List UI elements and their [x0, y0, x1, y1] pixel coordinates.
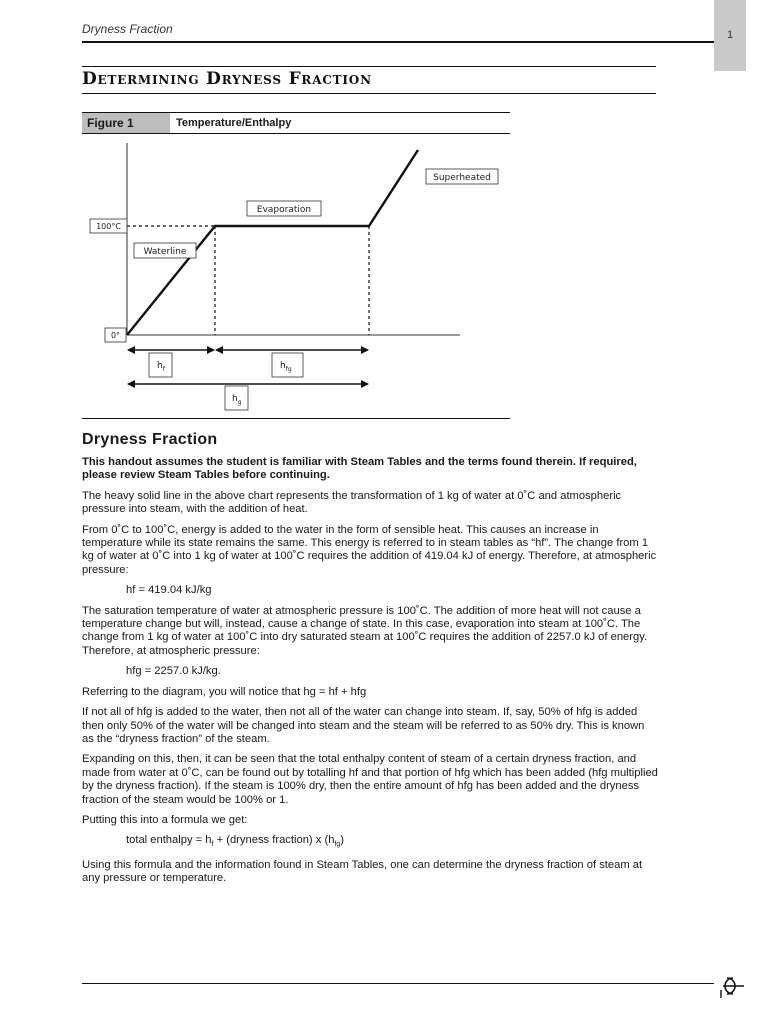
figure-bottom-rule	[82, 418, 510, 419]
waterline-label: Waterline	[143, 247, 187, 257]
paragraph: Referring to the diagram, you will notice that hg = hf + hfg	[82, 685, 367, 698]
paragraph: Using this formula and the information found in Steam Tables, one can determine the dryness fraction of steam at any pressure or temperature.	[82, 858, 643, 885]
footer-rule	[82, 983, 714, 984]
hg-label: $h_g$	[232, 394, 242, 406]
formula-hf: hf = 419.04 kJ/kg	[126, 584, 212, 597]
evaporation-label: Evaporation	[256, 205, 312, 215]
paragraph: The saturation temperature of water at atmospheric pressure is 100˚C. The addition of more heat will not cause a temperature change but will, instead, cause a change of state. In this case, evaporation into steam at 100˚C. The change from 1 kg of water at 100˚C into dry saturated steam at 100˚C requires the addition of 2257.0 kJ of energy. Therefore, at atmospheric pressure:	[82, 604, 648, 657]
publisher-logo-icon	[718, 974, 748, 1000]
intro-paragraph: This handout assumes the student is familiar with Steam Tables and the terms found therein. If required, please review Steam Tables before continuing.	[82, 456, 637, 482]
page-number-tab	[714, 0, 746, 71]
figure-label: Figure 1	[82, 113, 170, 133]
paragraph: Putting this into a formula we get:	[82, 813, 248, 826]
transformation-line	[127, 150, 418, 335]
temperature-enthalpy-diagram	[82, 135, 514, 421]
formula-hfg: hfg = 2257.0 kJ/kg.	[126, 665, 221, 678]
title-rule-top	[82, 66, 656, 67]
hfg-box	[272, 353, 303, 377]
paragraph: The heavy solid line in the above chart represents the transformation of 1 kg of water at 0˚C and atmospheric pressure into steam, with the addition of heat.	[82, 489, 622, 516]
formula-total-enthalpy: total enthalpy = $h_f$ + (dryness fraction) x $(h_{fg})$	[126, 834, 344, 849]
page-title: Determining Dryness Fraction	[82, 69, 372, 89]
figure-caption-band	[82, 112, 510, 134]
running-title: Dryness Fraction	[82, 22, 173, 36]
body-text	[82, 456, 658, 893]
header-rule	[82, 41, 714, 43]
superheated-label: Superheated	[433, 173, 491, 183]
paragraph: From 0˚C to 100˚C, energy is added to the water in the form of sensible heat. This causes an increase in temperature while its state remains the same. This energy is referred to in steam tables as “hf”. The change from 1 kg of water at 0˚C into 1 kg of water at 100˚C requires the addition of 419.04 kJ of energy. Therefore, at atmospheric pressure:	[82, 523, 657, 576]
hf-label: $h_f$	[157, 361, 165, 373]
temp-0-label: 0°	[110, 331, 121, 340]
paragraph: Expanding on this, then, it can be seen that the total enthalpy content of steam of a certain dryness fraction, and made from water at 0˚C, can be found out by totalling hf and that portion of hfg which has been added (hfg multiplied by the dryness fraction). If the steam is 100% dry, then the entire amount of hfg has been added and the dryness fraction of the steam would be 100% or 1.	[82, 753, 658, 806]
section-heading: Dryness Fraction	[82, 431, 218, 448]
paragraph: If not all of hfg is added to the water, then not all of the water can change into steam. If, say, 50% of hfg is added then only 50% of the water will be changed into steam and the steam will be referred to as 50% dry. This is known as the “dryness fraction” of the steam.	[82, 706, 645, 745]
temp-100-label: 100°C	[96, 222, 121, 231]
title-rule-bottom	[82, 93, 656, 94]
page-number: 1	[726, 29, 734, 41]
hfg-label: $h_{fg}$	[280, 361, 292, 373]
figure-caption: Temperature/Enthalpy	[176, 117, 292, 129]
